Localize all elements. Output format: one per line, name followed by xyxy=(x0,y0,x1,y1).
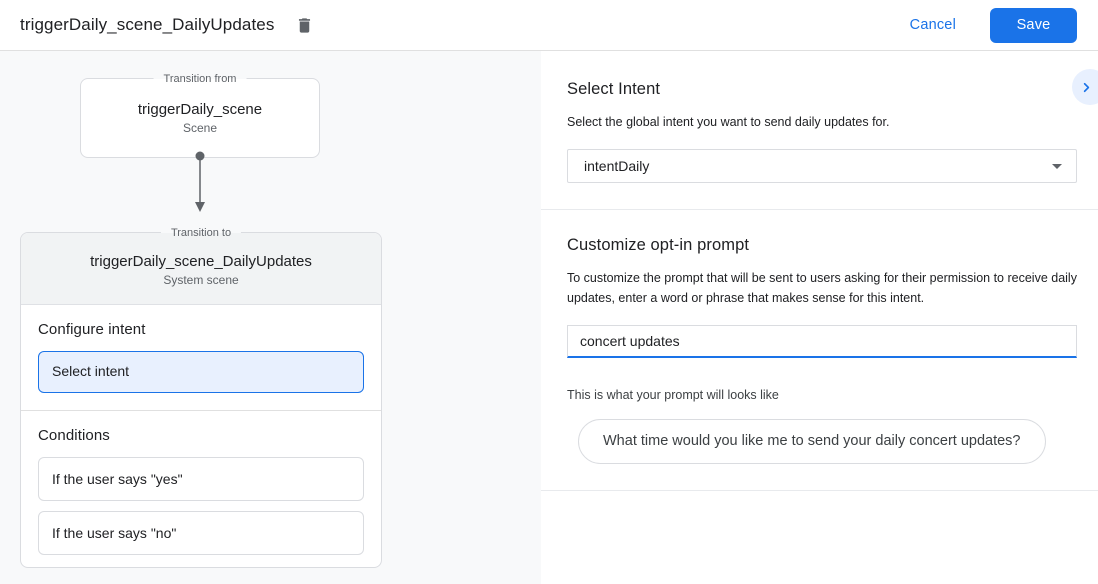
customize-prompt-section xyxy=(541,210,1098,464)
customize-prompt-description: To customize the prompt that will be sent to users asking for their permission to receive daily updates, enter a word or phrase that makes sense for this intent. xyxy=(567,271,1077,305)
intent-dropdown-value: intentDaily xyxy=(584,158,650,174)
select-intent-description: Select the global intent you want to send daily updates for. xyxy=(567,115,890,129)
condition-item-yes[interactable]: If the user says "yes" xyxy=(38,457,364,501)
from-scene-type: Scene xyxy=(182,121,218,135)
transition-to-card xyxy=(20,227,382,568)
prompt-preview-bubble: What time would you like me to send your daily concert updates? xyxy=(578,419,1046,464)
top-bar xyxy=(0,0,1098,51)
to-scene-type: System scene xyxy=(163,273,239,287)
page-title: triggerDaily_scene_DailyUpdates xyxy=(20,15,275,34)
delete-scene-button[interactable] xyxy=(290,11,318,39)
transition-arrow-icon xyxy=(191,151,209,220)
transition-from-box[interactable] xyxy=(80,73,320,158)
conditions-section xyxy=(21,411,381,572)
save-button[interactable]: Save xyxy=(990,8,1077,43)
configure-intent-section xyxy=(21,305,381,410)
scene-flow-panel xyxy=(0,51,541,584)
select-intent-heading: Select Intent xyxy=(567,80,661,98)
section-divider-bottom xyxy=(541,490,1098,491)
select-intent-section xyxy=(541,51,1098,183)
to-scene-header xyxy=(21,233,381,305)
conditions-heading: Conditions xyxy=(38,427,110,444)
condition-item-no[interactable]: If the user says "no" xyxy=(38,511,364,555)
configure-intent-heading: Configure intent xyxy=(38,321,146,338)
chevron-right-icon xyxy=(1079,80,1094,95)
to-scene-name: triggerDaily_scene_DailyUpdates xyxy=(90,253,312,270)
main-content xyxy=(0,51,1098,584)
intent-config-panel xyxy=(541,51,1098,584)
transition-to-legend: Transition to xyxy=(161,225,241,241)
from-scene-name: triggerDaily_scene xyxy=(137,101,263,118)
customize-prompt-heading: Customize opt-in prompt xyxy=(567,236,750,254)
cancel-button[interactable]: Cancel xyxy=(909,17,956,33)
transition-from-legend: Transition from xyxy=(154,71,247,87)
select-intent-button[interactable]: Select intent xyxy=(38,351,364,393)
chevron-down-icon xyxy=(1052,164,1062,169)
opt-in-phrase-input[interactable] xyxy=(567,325,1077,358)
prompt-preview-caption: This is what your prompt will looks like xyxy=(567,388,779,402)
trash-icon xyxy=(295,16,314,35)
intent-dropdown[interactable] xyxy=(567,149,1077,183)
